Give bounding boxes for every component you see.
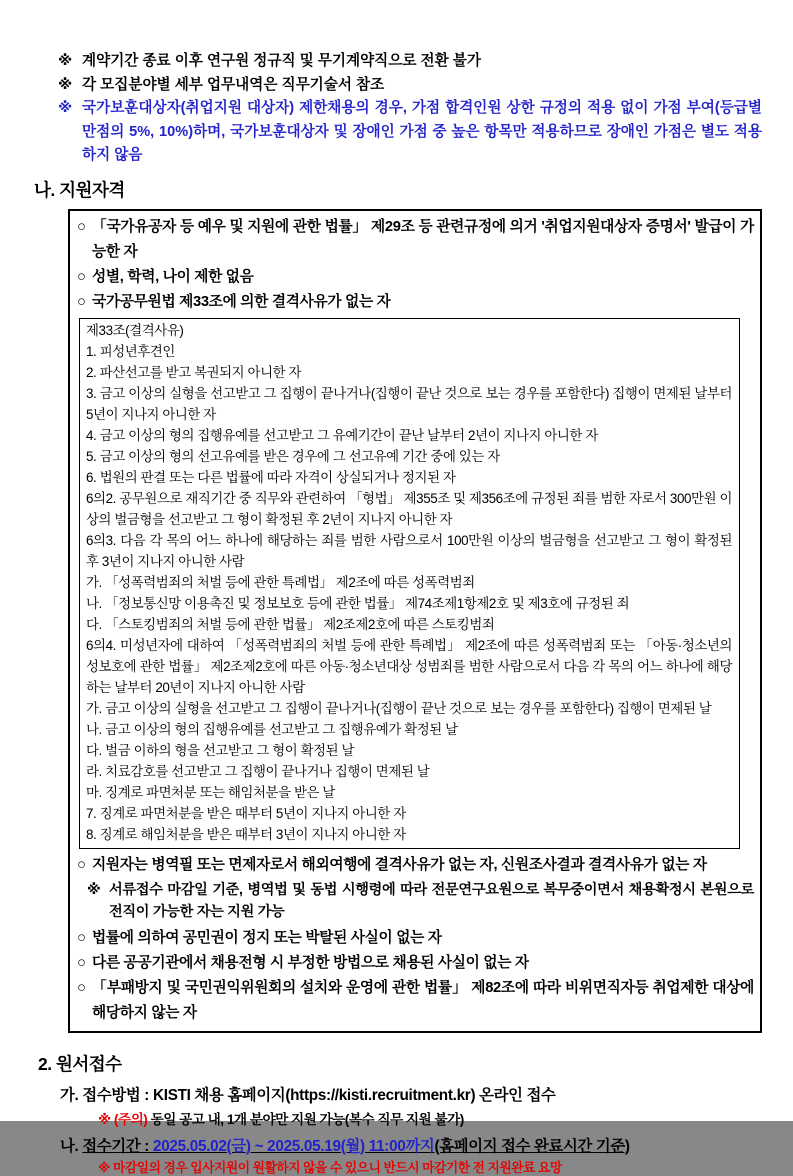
clause-line: 7. 징계로 파면처분을 받은 때부터 5년이 지나지 아니한 자 [86, 805, 406, 821]
clause-line: 나. 금고 이상의 형의 집행유예를 선고받고 그 집행유예가 확정된 날 [86, 721, 458, 737]
asterisk-marker: ※ [87, 881, 101, 898]
bullet-text: 법률에 의하여 공민권이 정지 또는 박탈된 사실이 없는 자 [92, 929, 442, 946]
clause-line: 다. 「스토킹범죄의 처벌 등에 관한 법률」 제2조제2호에 따른 스토킹범죄 [86, 616, 495, 632]
note-text: 국가보훈대상자(취업지원 대상자) 제한채용의 경우, 가점 합격인원 상한 규정의 적용 없이 가점 부여(등급별 만점의 5%, 10%)하며, 국가보훈대상자 및 장애인 가점 중 높은 항목만 적용하므로 장애인 가점은 별도 적용하지 않음 [82, 100, 762, 163]
eligibility-subnote [87, 878, 754, 926]
bullet-text: 국가공무원법 제33조에 의한 결격사유가 없는 자 [92, 293, 391, 310]
bullet-text: 서류접수 마감일 기준, 병역법 및 동법 시행령에 따라 전문연구요원으로 복무중이면서 채용확정시 본원으로 전직이 가능한 자는 지원 가능 [109, 881, 754, 920]
note-item [58, 74, 762, 98]
clause-line: 5. 금고 이상의 형의 선고유예를 받은 경우에 그 선고유예 기간 중에 있는 자 [86, 448, 500, 464]
eligibility-bullet [77, 926, 754, 951]
clause-line: 마. 징계로 파면처분 또는 해임처분을 받은 날 [86, 784, 335, 800]
application-period [60, 1134, 762, 1156]
circle-marker: ○ [77, 929, 86, 946]
clause-line: 4. 금고 이상의 형의 집행유예를 선고받고 그 유예기간이 끝난 날부터 2년이 지나지 아니한 자 [86, 427, 598, 443]
application-heading: 2. 원서접수 [38, 1053, 122, 1074]
asterisk-marker: ※ [58, 76, 73, 93]
eligibility-bullet [77, 976, 754, 1026]
clause-line: 2. 파산선고를 받고 복권되지 아니한 자 [86, 364, 301, 380]
clause-line: 가. 「성폭력범죄의 처벌 등에 관한 특례법」 제2조에 따른 성폭력범죄 [86, 574, 475, 590]
clause33-title: 제33조(결격사유) [86, 322, 184, 338]
circle-marker: ○ [77, 293, 86, 310]
period-prefix: 접수기간 : [82, 1137, 153, 1155]
eligibility-bullet [77, 853, 754, 878]
period-dates: 2025.05.02(금) ~ 2025.05.19(월) 11:00까지 [153, 1137, 435, 1155]
clause-line: 나. 「정보통신망 이용촉진 및 정보보호 등에 관한 법률」 제74조제1항제2호 및 제3호에 규정된 죄 [86, 595, 630, 611]
top-notes [58, 50, 762, 168]
clause-line: 6의4. 미성년자에 대하여 「성폭력범죄의 처벌 등에 관한 특례법」 제2조에 따른 성폭력범죄 또는 「아동·청소년의 성보호에 관한 법률」 제2조제2호에 따른 아동·청소년대상 성범죄를 범한 사람으로서 다음 각 목의 어느 하나에 해당하는 날부터 20년이 지나지 아니한 사람 [86, 637, 732, 695]
bullet-text: 다른 공공기관에서 채용전형 시 부정한 방법으로 채용된 사실이 없는 자 [92, 954, 529, 971]
note-text: 각 모집분야별 세부 업무내역은 직무기술서 참조 [82, 76, 385, 93]
circle-marker: ○ [77, 954, 86, 971]
asterisk-marker: ※ [58, 53, 73, 69]
bullet-text: 성별, 학력, 나이 제한 없음 [92, 268, 254, 285]
period-suffix: (홈페이지 접수 완료시간 기준) [434, 1137, 630, 1155]
eligibility-bullet [77, 951, 754, 976]
clause-line: 라. 치료감호를 선고받고 그 집행이 끝나거나 집행이 면제된 날 [86, 763, 430, 779]
clause-line: 다. 벌금 이하의 형을 선고받고 그 형이 확정된 날 [86, 742, 355, 758]
clause-line: 6의2. 공무원으로 재직기간 중 직무와 관련하여 「형법」 제355조 및 제356조에 규정된 죄를 범한 자로서 300만원 이상의 벌금형을 선고받고 그 형이 확정된 후 2년이 지나지 아니한 자 [86, 490, 732, 527]
application-section [34, 1051, 762, 1176]
circle-marker: ○ [77, 268, 86, 285]
asterisk-marker: ※ [58, 100, 73, 116]
period-text [82, 1138, 629, 1155]
caution-marker: ※ (주의) [98, 1111, 148, 1127]
eligibility-bullet [77, 265, 754, 290]
note-text: 계약기간 종료 이후 연구원 정규직 및 무기계약직으로 전환 불가 [82, 53, 481, 69]
application-method [60, 1083, 762, 1105]
caution-text: 동일 공고 내, 1개 분야만 지원 가능(복수 직무 지원 불가) [147, 1111, 464, 1127]
bullet-text: 「국가유공자 등 예우 및 지원에 관한 법률」 제29조 등 관련규정에 의거 '취업지원대상자 증명서' 발급이 가능한 자 [92, 218, 754, 260]
qualification-heading: 나. 지원자격 [34, 179, 125, 200]
clause-line: 6의3. 다음 각 목의 어느 하나에 해당하는 죄를 범한 사람으로서 100만원 이상의 벌금형을 선고받고 그 형이 확정된 후 3년이 지나지 아니한 사람 [86, 532, 732, 569]
eligibility-bullet [77, 290, 754, 315]
eligibility-box [68, 209, 762, 1033]
method-text: 접수방법 : KISTI 채용 홈페이지(https://kisti.recruitment.kr) 온라인 접수 [82, 1086, 556, 1104]
period-label: 나. [60, 1137, 79, 1155]
bullet-text: 지원자는 병역필 또는 면제자로서 해외여행에 결격사유가 없는 자, 신원조사결과 결격사유가 없는 자 [92, 856, 707, 873]
application-method-note [98, 1108, 762, 1128]
clause-line: 6. 법원의 판결 또는 다른 법률에 따라 자격이 상실되거나 정지된 자 [86, 469, 456, 485]
eligibility-bullet [77, 215, 754, 265]
bullet-text: 「부패방지 및 국민권익위원회의 설치와 운영에 관한 법률」 제82조에 따라 비위면직자등 취업제한 대상에 해당하지 않는 자 [92, 979, 754, 1021]
note-item [58, 50, 762, 74]
circle-marker: ○ [77, 856, 86, 873]
clause33-box [79, 318, 740, 849]
circle-marker: ○ [77, 218, 86, 235]
note-item [58, 97, 762, 168]
method-label: 가. [60, 1086, 79, 1104]
clause-line: 가. 금고 이상의 실형을 선고받고 그 집행이 끝나거나(집행이 끝난 것으로 보는 경우를 포함한다) 집행이 면제된 날 [86, 700, 712, 716]
circle-marker: ○ [77, 979, 86, 996]
clause-line: 1. 피성년후견인 [86, 343, 175, 359]
clause-line: 8. 징계로 해임처분을 받은 때부터 3년이 지나지 아니한 자 [86, 826, 406, 842]
clause-line: 3. 금고 이상의 실형을 선고받고 그 집행이 끝나거나(집행이 끝난 것으로 보는 경우를 포함한다) 집행이 면제된 날부터 5년이 지나지 아니한 자 [86, 385, 732, 422]
deadline-warning: ※ 마감일의 경우 입사지원이 원활하지 않을 수 있으니 반드시 마감기한 전 지원완료 요망 [98, 1159, 562, 1175]
